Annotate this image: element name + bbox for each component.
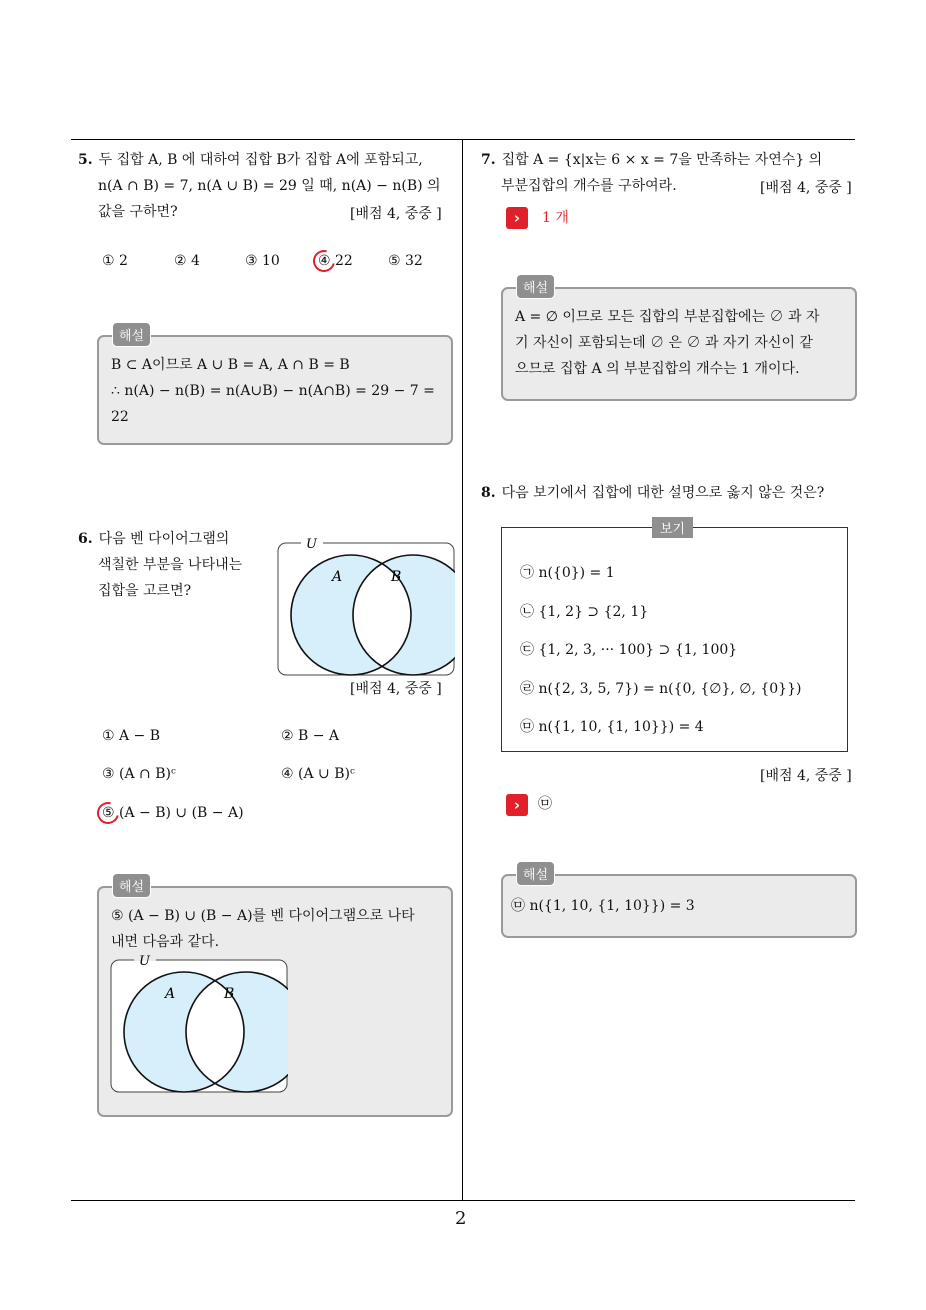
bottom-rule	[71, 1200, 855, 1201]
venn-label-b: B	[391, 569, 402, 585]
question-text: 두 집합 A, B 에 대하여 집합 B가 집합 A에 포함되고,	[98, 152, 423, 168]
column-divider	[462, 139, 463, 1201]
answer-text: 1 개	[542, 210, 569, 226]
solution-tag: 해설	[516, 274, 555, 299]
solution-line: 기 자신이 포함되는데 ∅ 은 ∅ 과 자기 자신이 같	[515, 335, 813, 351]
solution-tag: 해설	[112, 873, 151, 898]
question-text: 집합을 고르면?	[98, 583, 192, 599]
venn-label-u: U	[139, 954, 150, 969]
selected-answer-mark	[309, 246, 339, 276]
question-number: 5.	[78, 152, 93, 168]
question-text: 다음 보기에서 집합에 대한 설명으로 옳지 않은 것은?	[501, 485, 825, 501]
solution-line: ⑤ (A − B) ∪ (B − A)를 벤 다이어그램으로 나타	[111, 908, 415, 924]
solution-line: 22	[111, 409, 129, 425]
question-8	[481, 480, 861, 506]
score-meta: [배점 4, 중중 ]	[760, 768, 852, 784]
question-text: n(A ∩ B) = 7, n(A ∪ B) = 29 일 때, n(A) − n(B) 의	[98, 178, 441, 194]
solution-text	[511, 893, 846, 919]
choice-3[interactable]: ③ (A ∩ B)ᶜ	[102, 766, 176, 782]
bogi-item: ㉣ n({2, 3, 5, 7}) = n({0, {∅}, ∅, {0}})	[520, 681, 802, 697]
answer-arrow-icon: ›	[506, 207, 528, 229]
venn-label-a: A	[165, 986, 176, 1002]
solution-text	[111, 903, 446, 955]
question-number: 6.	[78, 531, 93, 547]
solution-line: ∴ n(A) − n(B) = n(A∪B) − n(A∩B) = 29 − 7 =	[111, 383, 435, 399]
question-6	[78, 526, 268, 604]
venn-label-a: A	[332, 569, 343, 585]
question-text: 부분집합의 개수를 구하여라.	[501, 178, 677, 194]
score-meta: [배점 4, 중중 ]	[760, 180, 852, 196]
answer-arrow-icon: ›	[506, 794, 528, 816]
venn-diagram-question	[277, 535, 455, 677]
question-number: 7.	[481, 152, 496, 168]
bogi-item: ㉠ n({0}) = 1	[520, 565, 615, 581]
solution-line: A = ∅ 이므로 모든 집합의 부분집합에는 ∅ 과 자	[515, 309, 820, 325]
question-text: 다음 벤 다이어그램의	[98, 531, 230, 547]
solution-tag: 해설	[112, 322, 151, 347]
bogi-item: ㉢ {1, 2, 3, ··· 100} ⊃ {1, 100}	[520, 642, 738, 658]
answer-text: ㉤	[538, 796, 552, 812]
venn-diagram-solution	[110, 952, 288, 1094]
score-meta: [배점 4, 중중 ]	[350, 206, 442, 222]
choice-1[interactable]: ① A − B	[102, 728, 161, 744]
solution-text	[111, 352, 446, 430]
solution-line: ㉤ n({1, 10, {1, 10}}) = 3	[511, 898, 695, 914]
venn-label-b: B	[224, 986, 235, 1002]
bogi-tag: 보기	[652, 517, 693, 538]
bogi-item: ㉤ n({1, 10, {1, 10}}) = 4	[520, 719, 704, 735]
choice-4[interactable]: ④ (A ∪ B)ᶜ	[281, 766, 355, 782]
score-meta: [배점 4, 중중 ]	[350, 681, 442, 697]
solution-tag: 해설	[516, 861, 555, 886]
bogi-item: ㉡ {1, 2} ⊃ {2, 1}	[520, 604, 649, 620]
question-text: 색칠한 부분을 나타내는	[98, 557, 243, 573]
solution-line: 내면 다음과 같다.	[111, 934, 220, 950]
question-number: 8.	[481, 485, 496, 501]
choice-5[interactable]: ⑤ 32	[388, 253, 423, 269]
question-text: 값을 구하면?	[98, 204, 178, 220]
selected-answer-mark	[93, 798, 123, 828]
solution-line: 으므로 집합 A 의 부분집합의 개수는 1 개이다.	[515, 361, 800, 377]
top-rule	[71, 139, 855, 140]
venn-label-u: U	[306, 537, 317, 552]
choice-3[interactable]: ③ 10	[245, 253, 280, 269]
question-text: 집합 A = {x|x는 6 × x = 7을 만족하는 자연수} 의	[501, 152, 823, 168]
choice-5[interactable]: ⑤ (A − B) ∪ (B − A)	[102, 805, 244, 821]
choice-2[interactable]: ② B − A	[281, 728, 340, 744]
choice-1[interactable]: ① 2	[102, 253, 128, 269]
solution-line: B ⊂ A이므로 A ∪ B = A, A ∩ B = B	[111, 357, 350, 373]
page-number: 2	[455, 1208, 467, 1229]
choice-2[interactable]: ② 4	[174, 253, 200, 269]
choice-4[interactable]: ④ 22	[318, 253, 353, 269]
solution-text	[515, 304, 850, 382]
